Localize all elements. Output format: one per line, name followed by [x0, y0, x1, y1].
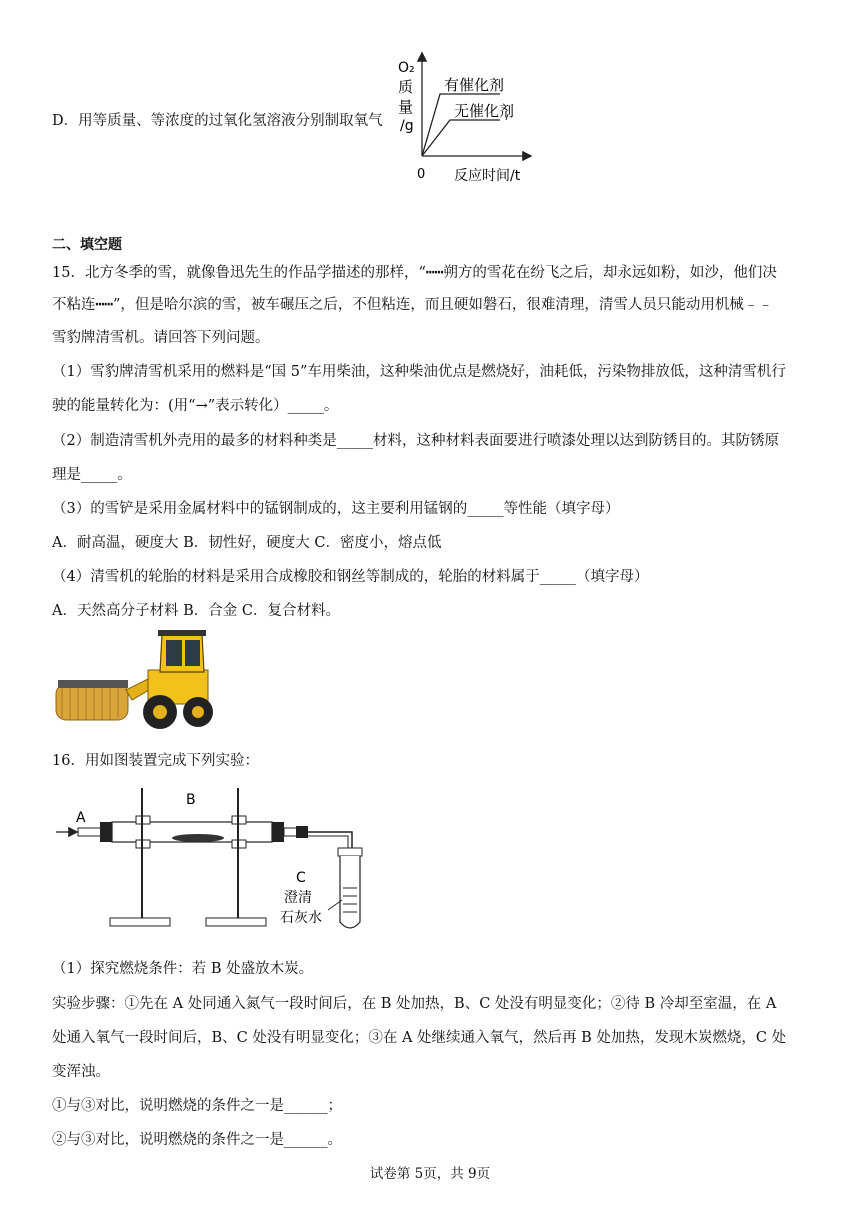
q15-sub3: （3）的雪铲是采用金属材料中的锰钢制成的，这主要利用锰钢的_____等性能（填字母） — [52, 501, 620, 517]
charcoal-sample — [172, 834, 224, 842]
page-footer: 试卷第 5页，共 9页 — [369, 1166, 491, 1182]
q15-text-line-2: 不粘连┅┅”，但是哈尔滨的雪，被车碾压之后，不但粘连，而且硬如磐石，很难清理，清雪人员只能动用机械﹣﹣ — [52, 297, 773, 313]
y-axis-label-unit: /g — [400, 118, 414, 134]
q16-conclusion-2: ②与③对比，说明燃烧的条件之一是______。 — [52, 1132, 342, 1148]
origin-label: 0 — [417, 167, 426, 182]
question-14-option-d: D．用等质量、等浓度的过氧化氢溶液分别制取氧气 — [52, 113, 383, 129]
label-b: B — [186, 792, 196, 808]
oxygen-mass-graph — [382, 50, 542, 190]
q15-sub4-options: A．天然高分子材料 B．合金 C．复合材料。 — [52, 603, 340, 619]
no-catalyst-curve — [422, 120, 500, 156]
no-catalyst-label: 无催化剂 — [454, 102, 515, 120]
q15-sub1-line-1: （1）雪豹牌清雪机采用的燃料是“国 5”车用柴油，这种柴油优点是燃烧好，油耗低，污染物排放低，这种清雪机行 — [52, 364, 786, 380]
q15-sub4: （4）清雪机的轮胎的材料是采用合成橡胶和钢丝等制成的，轮胎的材料属于_____（填字母） — [52, 569, 649, 585]
q16-steps-line-3: 变浑浊。 — [52, 1064, 110, 1080]
combustion-apparatus-diagram — [52, 782, 372, 932]
q15-sub2-line-1: （2）制造清雪机外壳用的最多的材料种类是_____材料，这种材料表面要进行喷漆处理以达到防锈目的。其防锈原 — [52, 433, 779, 449]
catalyst-label: 有催化剂 — [444, 76, 505, 94]
q15-sub2-line-2: 理是_____。 — [52, 467, 132, 483]
q16-steps-line-1: 实验步骤：①先在 A 处同通入氮气一段时间后，在 B 处加热，B、C 处没有明显变化；②待 B 冷却至室温，在 A — [52, 996, 777, 1012]
q16-steps-line-2: 处通入氧气一段时间后，B、C 处没有明显变化；③在 A 处继续通入氧气，然后再 B 处加热，发现木炭燃烧，C 处 — [52, 1030, 787, 1046]
y-axis-label-o2: O₂ — [398, 60, 415, 76]
section-title: 二、填空题 — [52, 237, 122, 253]
x-axis-label: 反应时间/t — [454, 168, 521, 184]
y-axis-label-liang: 量 — [398, 98, 414, 116]
q16-sub1: （1）探究燃烧条件：若 B 处盛放木炭。 — [52, 961, 314, 977]
q15-sub1-line-2: 驶的能量转化为：(用“→”表示转化）_____。 — [52, 398, 339, 414]
label-c: C — [296, 870, 306, 886]
snow-plow-image — [52, 630, 216, 732]
q16-conclusion-1: ①与③对比，说明燃烧的条件之一是______； — [52, 1098, 342, 1114]
q15-sub3-options: A．耐高温，硬度大 B．韧性好，硬度大 C．密度小，熔点低 — [52, 535, 442, 551]
test-tube — [340, 856, 360, 928]
q15-text-line-1: 15．北方冬季的雪，就像鲁迅先生的作品学描述的那样，“┅┅朔方的雪花在纷飞之后，却永远如粉，如沙，他们决 — [52, 265, 777, 281]
label-a: A — [76, 810, 86, 826]
q16-intro: 16．用如图装置完成下列实验： — [52, 753, 259, 769]
label-limewater-1: 澄清 — [284, 890, 312, 906]
label-limewater-2: 石灰水 — [280, 910, 322, 926]
y-axis-label-zhi: 质 — [398, 78, 414, 96]
q15-text-line-3: 雪豹牌清雪机。请回答下列问题。 — [52, 330, 270, 346]
